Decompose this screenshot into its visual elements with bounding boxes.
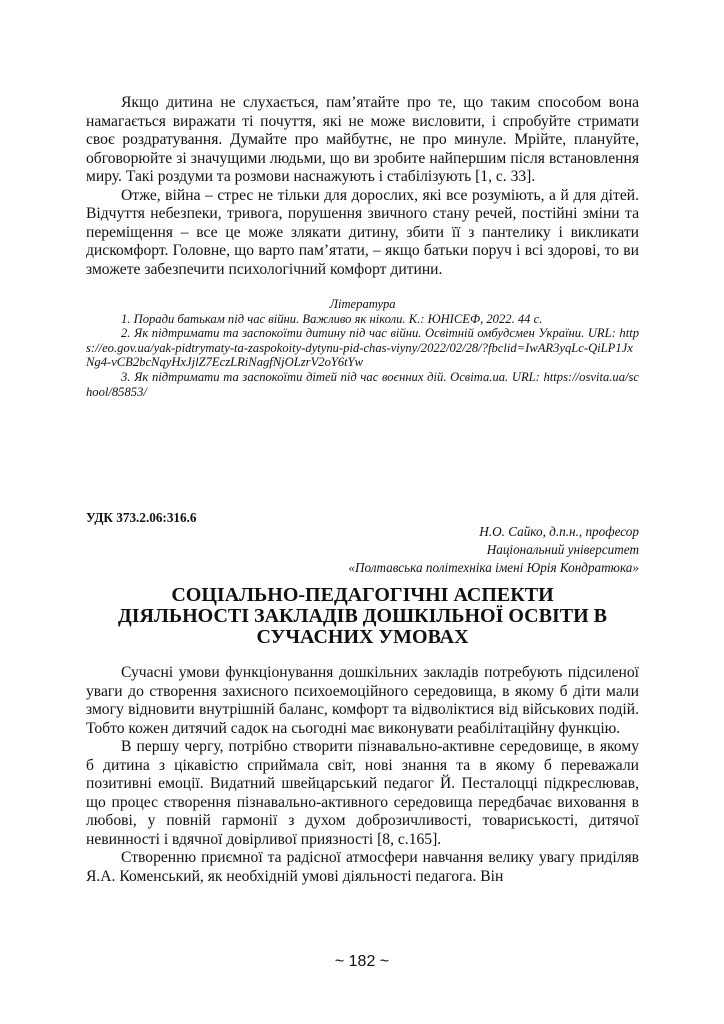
references-title: Література <box>329 297 396 311</box>
author-name: Н.О. Сайко, д.п.н., професор <box>479 524 639 539</box>
author-affiliation: Національний університет <box>486 542 639 557</box>
reference-item: 3. Як підтримати та заспокоїти дітей під час воєнних дій. Освіта.ua. URL: https://osvita.ua/school/85853/ <box>86 369 639 399</box>
page-number: ~ 182 ~ <box>334 953 390 970</box>
top-section <box>86 94 639 399</box>
article-body <box>86 664 639 886</box>
title-line: СОЦІАЛЬНО-ПЕДАГОГІЧНІ АСПЕКТИ <box>171 584 554 606</box>
author-institution: «Полтавська політехніка імені Юрія Кондратюка» <box>348 560 639 575</box>
reference-item: 1. Поради батькам під час війни. Важливо як ніколи. К.: ЮНІСЕФ, 2022. 44 с. <box>121 311 543 326</box>
references <box>86 297 639 399</box>
paragraph: Якщо дитина не слухається, пам’ятайте про те, що таким способом вона намагається виражати ті почуття, які не може висловити, і спробуйте стримати своє роздратування. Думайте про майбутнє, не про минуле. Мрійте, плануйте, обговорюйте зі значущими людьми, що ви зробите найпершим після встановлення миру. Такі роздуми та розмови наснажують і стабілізують [1, с. 33]. <box>86 94 639 185</box>
paragraph: Створенню приємної та радісної атмосфери навчання велику увагу приділяв Я.А. Коменський, як необхідній умові діяльності педагога. Він <box>86 849 639 885</box>
paragraph: Отже, війна – стрес не тільки для дорослих, які все розуміють, а й для дітей. Відчуття небезпеки, тривога, порушення звичного стану речей, постійні зміни та переміщення – все це може злякати дитину, збити її з пантелику і викликати дискомфорт. Головне, що варто пам’ятати, – якщо батьки поруч і всі здорові, то ви зможете забезпечити психологічний комфорт дитини. <box>86 186 639 278</box>
udk-code: УДК 373.2.06:316.6 <box>86 510 197 525</box>
reference-item: 2. Як підтримати та заспокоїти дитину під час війни. Освітній омбудсмен України. URL: https://eo.gov.ua/yak-pidtrymaty-ta-zaspokoity-dytynu-pid-chas-viyny/2022/02/28/?fbclid=IwAR3yqLc-QiLP1JxNg4-vCB2bcNqyHxJjlZ7EczLRiNagfNjOLzrV2oY6tYw <box>86 326 639 370</box>
title-line: СУЧАСНИХ УМОВАХ <box>256 626 469 648</box>
paragraph: Сучасні умови функціонування дошкільних закладів потребують підсиленої уваги до створення захисного психоемоційного середовища, в якому б діти мали змогу відновити внутрішній баланс, комфорт та відволіктися від військових подій. Тобто кожен дитячий садок на сьогодні має виконувати реабілітаційну функцію. <box>86 664 639 737</box>
title-line: ДІЯЛЬНОСТІ ЗАКЛАДІВ ДОШКІЛЬНОЇ ОСВІТИ В <box>118 605 607 627</box>
article-title <box>86 585 639 648</box>
author-block <box>348 523 639 577</box>
paragraph: В першу чергу, потрібно створити пізнавально-активне середовище, в якому б дитина з цікавістю сприймала світ, нові знання та в якому б переважали позитивні емоції. Видатний швейцарський педагог Й. Песталоцці підкреслював, що процес створення пізнавально-активного середовища передбачає виховання в любові, у повній гармонії з духом доброзичливості, товариськості, дитячої невинності і вдячної довірливої приязності [8, с.165]. <box>86 738 639 848</box>
